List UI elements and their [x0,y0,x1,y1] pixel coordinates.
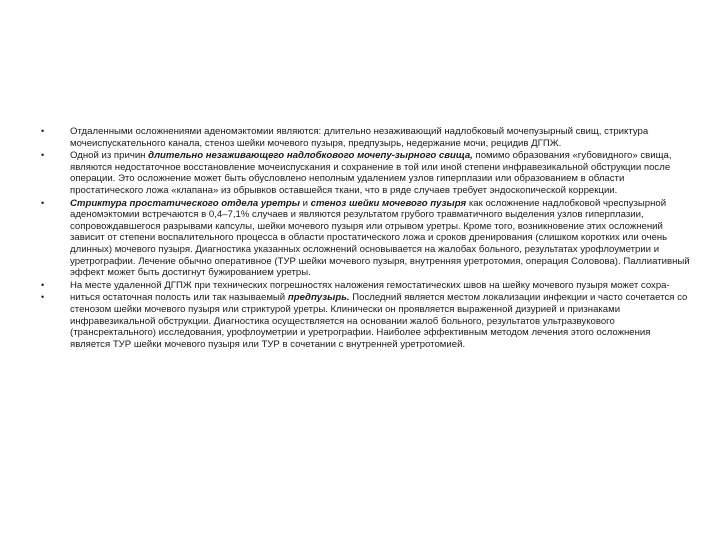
bullet-text: помимо образования «губовидного» свища, являются недостаточное восстановление мочеиспускания и сохранение в той или иной степени инфравезикальной обструкции после операции. Это осложнение может быть обусловлено неполным удалением узлов гиперплазии или образованием в области простатического ложа «клапана» из обрывков оставшейся ткани, что в ряде случаев требует эндоскопической коррекции. [70,150,672,196]
bullet-text: ниться остаточная полость или так называемый [70,292,288,304]
bullet-item [41,292,690,350]
bullet-dot: • [41,126,45,136]
emphasis-text: предпузырь. [287,292,350,304]
emphasis-text: Стриктура простатического отдела уретры [70,197,300,209]
bullet-dot: • [41,292,45,303]
bullet-text: Одной из причин [70,150,149,162]
bullet-text: Отдаленными осложнениями аденомэктомии являются: длительно незаживающий надлобковый мочепузырный свищ, стриктура мочеиспускательного канала, стеноз шейки мочевого пузыря, предпузырь, недержание мочи, рецидив ДГПЖ. [70,126,649,149]
bullet-dot: • [41,279,45,290]
bullet-item [41,279,690,292]
bullet-item [41,150,690,196]
emphasis-text: длительно незаживающего надлобкового мочепу-зырного свища, [148,150,473,162]
bullet-text: Последний является местом локализации инфекции и часто сочетается со стенозом шейки мочевого пузыря или стриктурой уретры. Клинически он проявляется выраженной дизурией и признаками инфравезикальной обструкции. Диагностика осуществляется на основании жалоб больного, результатов ультразвукового (трансректального) исследования, урофлоуметрии и уретрографии. Наиболее эффективным методом лечения этого осложнения является ТУР шейки мочевого пузыря или ТУР в сочетании с внутренней уретротомией. [70,292,688,350]
bullet-dot: • [41,197,45,208]
bullet-dot: • [41,150,45,161]
bullet-text: На месте удаленной ДГПЖ при технических погрешностях наложения гемостатических швов на шейку мочевого пузыря может сохра- [70,279,670,291]
bullet-text: как осложнение надлобковой чреспузырной аденомэктомии встречаются в 0,4–7,1% случаев и являются результатом грубого травматичного выделения узлов гиперплазии, сопровождавшегося разрывами капсулы, шейки мочевого пузыря или отрывом уретры. Кроме того, возникновение этих осложнений зависит от степени воспалительного процесса в области простатического ложа и сроков дренирования (слишком коротких или очень длинных) мочевого пузыря. Диагностика указанных осложнений основывается на жалобах больного, результатах урофлоуметрии и уретрографии. Лечение обычно оперативное (ТУР шейки мочевого пузыря, внутренняя уретротомия, операция Соловова). Паллиативный эффект может быть достигнут бужированием уретры. [70,197,690,279]
emphasis-text: стеноз шейки мочевого пузыря [310,197,467,209]
bullet-item [41,126,690,149]
bullet-text: и [299,197,311,209]
bullet-list [41,126,690,351]
bullet-item [41,197,690,279]
